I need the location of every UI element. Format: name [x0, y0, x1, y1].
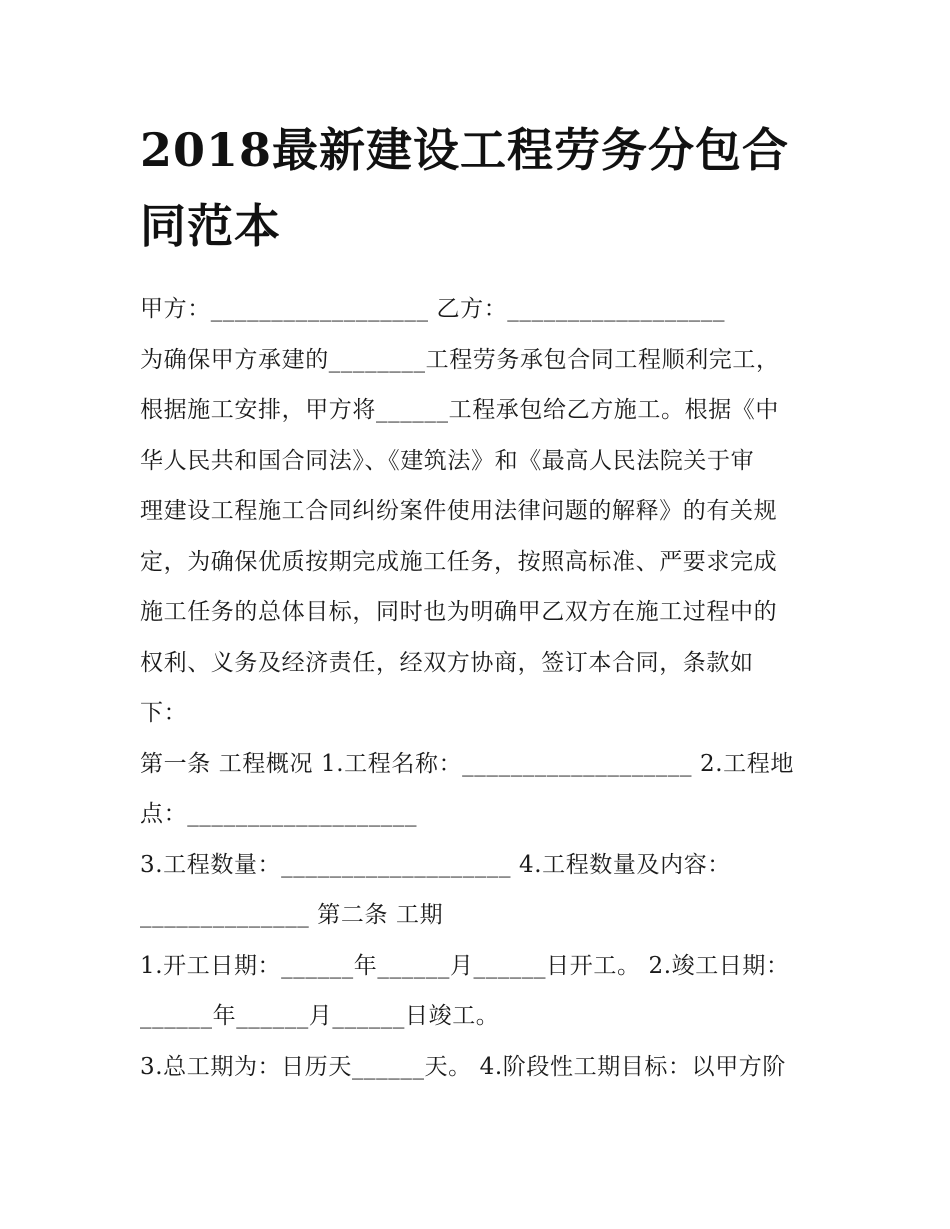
body-line: 权利、义务及经济责任，经双方协商，签订本合同，条款如: [140, 649, 754, 676]
article-1-line: 点：___________________: [140, 801, 418, 827]
body-line: 施工任务的总体目标，同时也为明确甲乙双方在施工过程中的: [140, 599, 778, 625]
title-line-1: 2018最新建设工程劳务分包合: [140, 123, 790, 177]
parties-line: 甲方：__________________ 乙方：__________________: [140, 296, 726, 322]
body-line: 为确保甲方承建的________工程劳务承包合同工程顺利完工，: [140, 346, 780, 373]
article-2-line: ______年______月______日竣工。: [140, 1003, 500, 1029]
contract-body: [140, 284, 832, 1092]
article-2-line: 3.总工期为：日历天______天。 4.阶段性工期目标：以甲方阶: [140, 1053, 786, 1080]
body-line: 华人民共和国合同法》、《建筑法》和《最高人民法院关于审: [140, 447, 755, 474]
document-title: [140, 0, 832, 264]
body-line: 根据施工安排，甲方将______工程承包给乙方施工。根据《中: [140, 397, 779, 423]
article-1-line: 第一条 工程概况 1.工程名称：___________________ 2.工程地: [140, 750, 794, 777]
article-2-line: 1.开工日期：______年______月______日开工。 2.竣工日期：: [140, 952, 790, 979]
title-line-2: 同范本: [140, 199, 281, 253]
article-1-line: 3.工程数量：___________________ 4.工程数量及内容：: [140, 851, 731, 878]
body-line: 理建设工程施工合同纠纷案件使用法律问题的解释》的有关规: [140, 498, 778, 524]
body-line: 定，为确保优质按期完成施工任务，按照高标准、严要求完成: [140, 548, 778, 575]
article-2-line: ______________ 第二条 工期: [140, 902, 444, 928]
body-line: 下：: [140, 700, 188, 726]
